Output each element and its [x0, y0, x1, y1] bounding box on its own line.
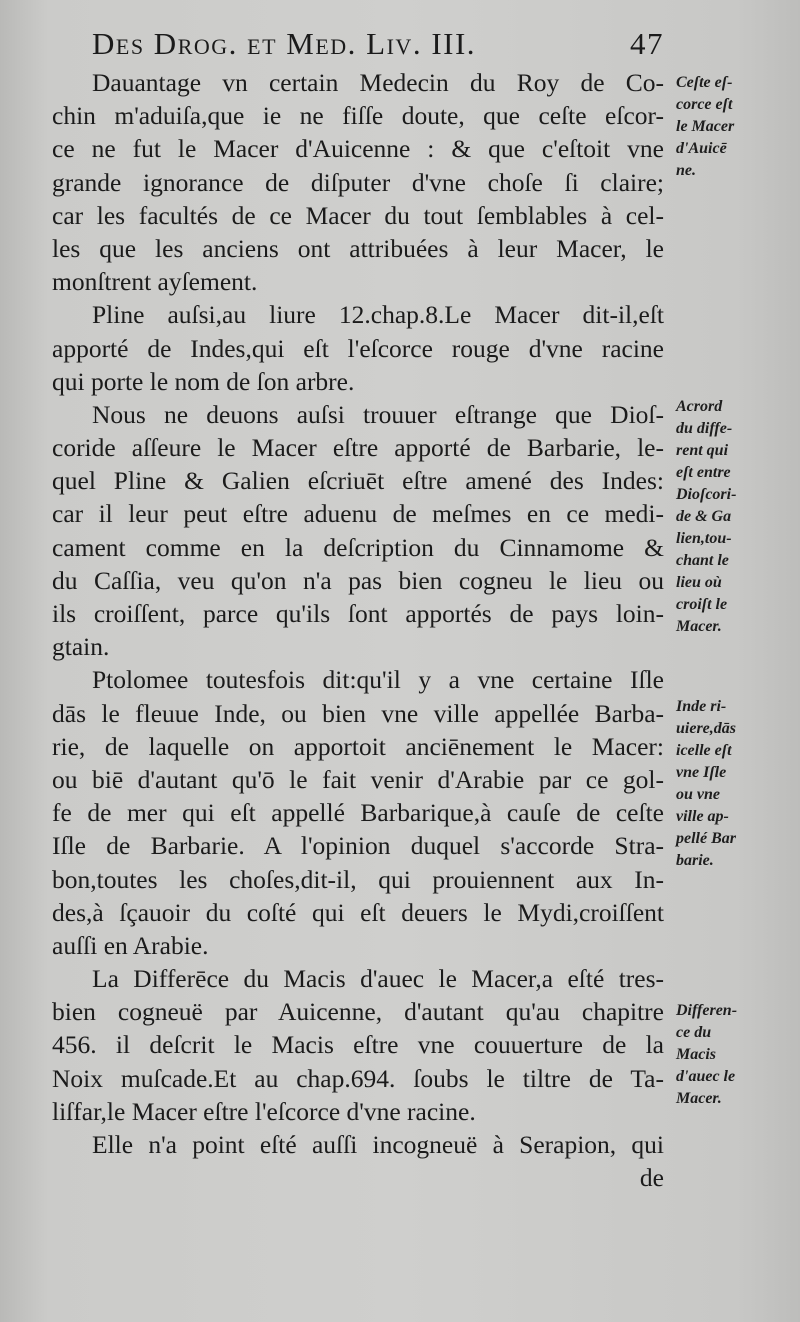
- text-line: car il leur peut eſtre aduenu de meſmes en ce medi-: [52, 499, 664, 529]
- text-line: 456. il deſcrit le Macis eſtre vne couuerture de la: [52, 1030, 664, 1060]
- margin-line: lieu où: [676, 574, 722, 591]
- text-line: Dauantage vn certain Medecin du Roy de Co-: [92, 68, 664, 97]
- text-line: Nous ne deuons auſsi trouuer eſtrange que Dioſ-: [92, 399, 664, 429]
- main-text-block: [52, 66, 664, 1194]
- text-line: les que les anciens ont attribuées à leur Macer, le: [52, 233, 664, 263]
- margin-line: d'Auicē: [676, 140, 727, 157]
- text-line: monſtrent ayſement.: [52, 267, 258, 297]
- margin-line: barie.: [676, 852, 714, 869]
- margin-line: eſt entre: [676, 464, 731, 481]
- margin-line: croiſt le: [676, 596, 728, 613]
- text-line: chin m'aduiſa,que ie ne fiſſe doute, que ceſte eſcor-: [52, 101, 664, 131]
- text-line: Pline auſsi,au liure 12.chap.8.Le Macer dit-il,eſt: [92, 300, 664, 330]
- margin-line: Macer.: [676, 1090, 722, 1107]
- margin-line: Macis: [676, 1046, 716, 1063]
- page-number: 47: [630, 26, 664, 61]
- margin-line: vne Iſle: [676, 764, 727, 781]
- text-line: bien cogneuë par Auicenne, d'autant qu'au chapitre: [52, 997, 664, 1027]
- text-line: coride aſſeure le Macer eſtre apporté de Barbarie, le-: [52, 433, 664, 463]
- margin-line: Dioſcori-: [676, 486, 737, 503]
- margin-line: chant le: [676, 552, 729, 569]
- margin-line: Ceſte eſ-: [676, 74, 733, 91]
- margin-line: ville ap-: [676, 808, 729, 825]
- margin-line: Inde ri-: [676, 698, 727, 715]
- margin-line: Differen-: [676, 1002, 738, 1019]
- text-line: dās le fleuue Inde, ou bien vne ville appellée Barba-: [52, 698, 664, 728]
- text-line: ils croiſſent, parce qu'ils ſont apportés de pays loin-: [52, 599, 664, 628]
- text-line: apporté de Indes,qui eſt l'eſcorce rouge d'vne racine: [52, 333, 664, 363]
- margin-line: ne.: [676, 162, 696, 179]
- margin-line: rent qui: [676, 442, 729, 459]
- margin-line: corce eſt: [676, 96, 733, 113]
- margin-line: lien,tou-: [676, 530, 732, 547]
- margin-line: de & Ga: [676, 508, 732, 525]
- text-line: ce ne fut le Macer d'Auicenne : & que c'eſtoit vne: [52, 134, 664, 164]
- margin-line: pellé Bar: [676, 830, 736, 847]
- text-line: bon,toutes les choſes,dit-il, qui prouiennent aux In-: [52, 864, 664, 894]
- text-line: grande ignorance de diſputer d'vne choſe ſi claire;: [52, 167, 664, 197]
- text-line: La Differēce du Macis d'auec le Macer,a eſté tres-: [92, 964, 664, 994]
- text-line: rie, de laquelle on apportoit anciēnement le Macer:: [52, 731, 664, 761]
- text-line: fe de mer qui eſt appellé Barbarique,à cauſe de ceſte: [52, 798, 664, 828]
- running-head-title: Des Drog. et Med. Liv. III.: [92, 26, 477, 61]
- margin-line: uiere,dās: [676, 720, 736, 737]
- margin-line: du diffe-: [676, 420, 733, 437]
- text-line: du Caſſia, veu qu'on n'a pas bien cogneu le lieu ou: [52, 565, 664, 595]
- text-line: Noix muſcade.Et au chap.694. ſoubs le tiltre de Ta-: [52, 1063, 664, 1093]
- text-line: liſfar,le Macer eſtre l'eſcorce d'vne racine.: [52, 1096, 476, 1126]
- margin-note-1: [676, 72, 794, 182]
- catchword: de: [639, 1163, 664, 1193]
- text-line: auſſi en Arabie.: [52, 930, 209, 960]
- margin-line: Macer.: [676, 618, 722, 635]
- text-line: des,à ſçauoir du coſté qui eſt deuers le Mydi,croiſſent: [52, 897, 664, 927]
- margin-line: d'auec le: [676, 1068, 736, 1085]
- margin-note-2: [676, 396, 794, 638]
- text-line: Elle n'a point eſté auſſi incogneuë à Serapion, qui: [92, 1130, 664, 1159]
- text-line: ou biē d'autant qu'ō le fait venir d'Arabie par ce gol-: [52, 764, 664, 794]
- text-line: gtain.: [52, 632, 110, 662]
- margin-note-4: [676, 1000, 794, 1110]
- margin-line: ce du: [676, 1024, 712, 1041]
- margin-line: Acrord: [676, 398, 723, 415]
- text-line: quel Pline & Galien eſcriuēt eſtre amené des Indes:: [52, 466, 664, 496]
- margin-note-3: [676, 696, 794, 872]
- text-line: cament comme en la deſcription du Cinnamome &: [52, 532, 664, 562]
- text-line: qui porte le nom de ſon arbre.: [52, 366, 355, 396]
- running-head: [92, 26, 664, 66]
- text-line: Iſle de Barbarie. A l'opinion duquel s'accorde Stra-: [52, 831, 664, 861]
- margin-line: le Macer: [676, 118, 735, 135]
- text-line: car les facultés de ce Macer du tout ſemblables à cel-: [52, 200, 664, 230]
- margin-line: icelle eſt: [676, 742, 732, 759]
- text-line: Ptolomee toutesfois dit:qu'il y a vne certaine Iſle: [92, 665, 664, 695]
- margin-line: ou vne: [676, 786, 720, 803]
